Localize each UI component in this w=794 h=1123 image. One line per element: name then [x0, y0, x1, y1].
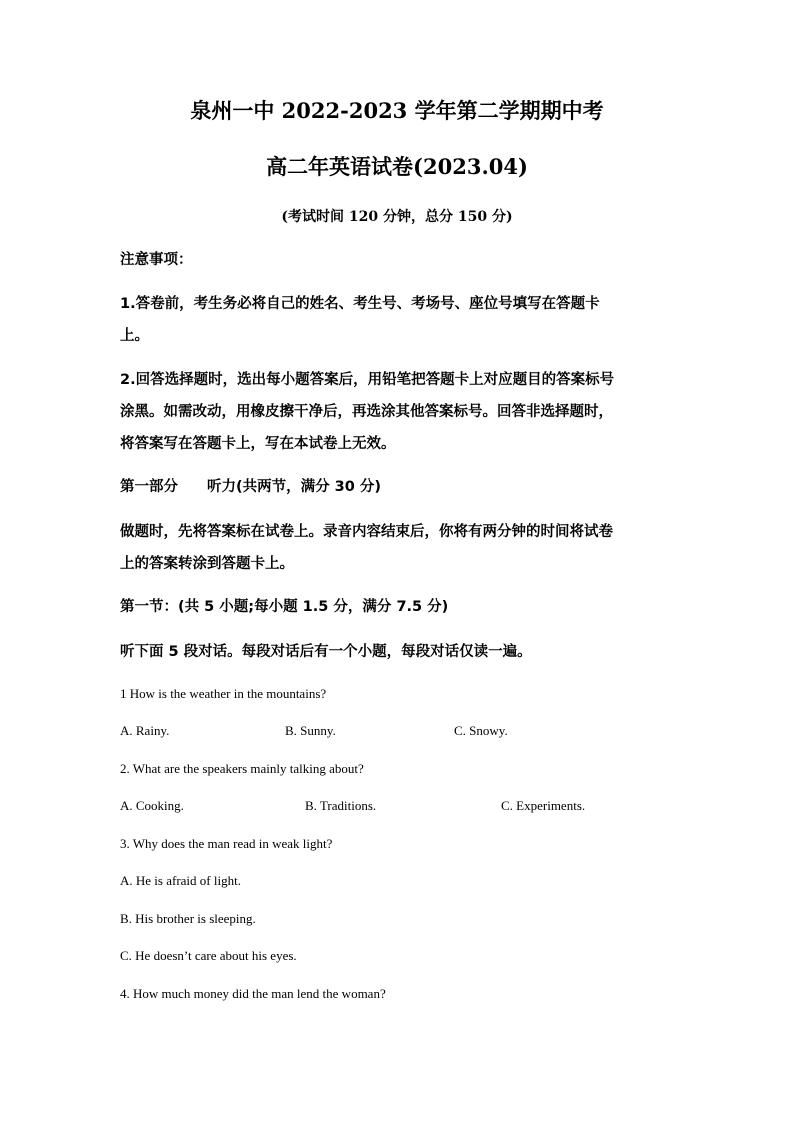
part1-heading: 第一部分 听力(共两节，满分 30 分): [120, 479, 382, 495]
part1-instructions-line2: 上的答案转涂到答题卡上。: [120, 556, 294, 572]
question-3-option-a: A. He is afraid of light.: [120, 873, 241, 888]
exam-title-line1: 泉州一中 2022-2023 学年第二学期期中考: [190, 98, 604, 123]
note-item-2: [120, 364, 680, 460]
question-2-option-a: A. Cooking.: [120, 798, 184, 813]
note-item-2-line3: 将答案写在答题卡上，写在本试卷上无效。: [120, 436, 396, 452]
question-1-option-a: A. Rainy.: [120, 723, 170, 738]
note-item-2-line2: 涂黑。如需改动，用橡皮擦干净后，再选涂其他答案标号。回答非选择题时，: [120, 404, 613, 420]
part1-instructions-line1: 做题时，先将答案标在试卷上。录音内容结束后，你将有两分钟的时间将试卷: [120, 524, 613, 540]
section1-instructions: 听下面 5 段对话。每段对话后有一个小题，每段对话仅读一遍。: [120, 644, 532, 660]
note-item-1-line2: 上。: [120, 328, 149, 344]
exam-title-line2: 高二年英语试卷(2023.04): [266, 154, 528, 179]
question-4-stem: 4. How much money did the man lend the woman?: [120, 986, 386, 1001]
question-1-option-c: C. Snowy.: [454, 723, 508, 738]
question-2-stem: 2. What are the speakers mainly talking about?: [120, 761, 364, 776]
question-2-option-b: B. Traditions.: [305, 798, 377, 813]
question-3-option-c: C. He doesn’t care about his eyes.: [120, 948, 297, 963]
notes-heading: 注意事项：: [120, 252, 193, 268]
question-1-option-b: B. Sunny.: [285, 723, 336, 738]
question-3-stem: 3. Why does the man read in weak light?: [120, 836, 333, 851]
question-1-stem: 1 How is the weather in the mountains?: [120, 686, 327, 701]
question-3-option-b: B. His brother is sleeping.: [120, 911, 256, 926]
note-item-1: [120, 288, 680, 352]
question-2-option-c: C. Experiments.: [501, 798, 586, 813]
part1-instructions: [120, 516, 680, 580]
section1-heading: 第一节：(共 5 小题;每小题 1.5 分，满分 7.5 分): [120, 599, 449, 615]
note-item-1-line1: 1.答卷前，考生务必将自己的姓名、考生号、考场号、座位号填写在答题卡: [120, 296, 600, 312]
note-item-2-line1: 2.回答选择题时，选出每小题答案后，用铅笔把答题卡上对应题目的答案标号: [120, 372, 615, 388]
exam-time-score: (考试时间 120 分钟，总分 150 分): [281, 209, 513, 225]
